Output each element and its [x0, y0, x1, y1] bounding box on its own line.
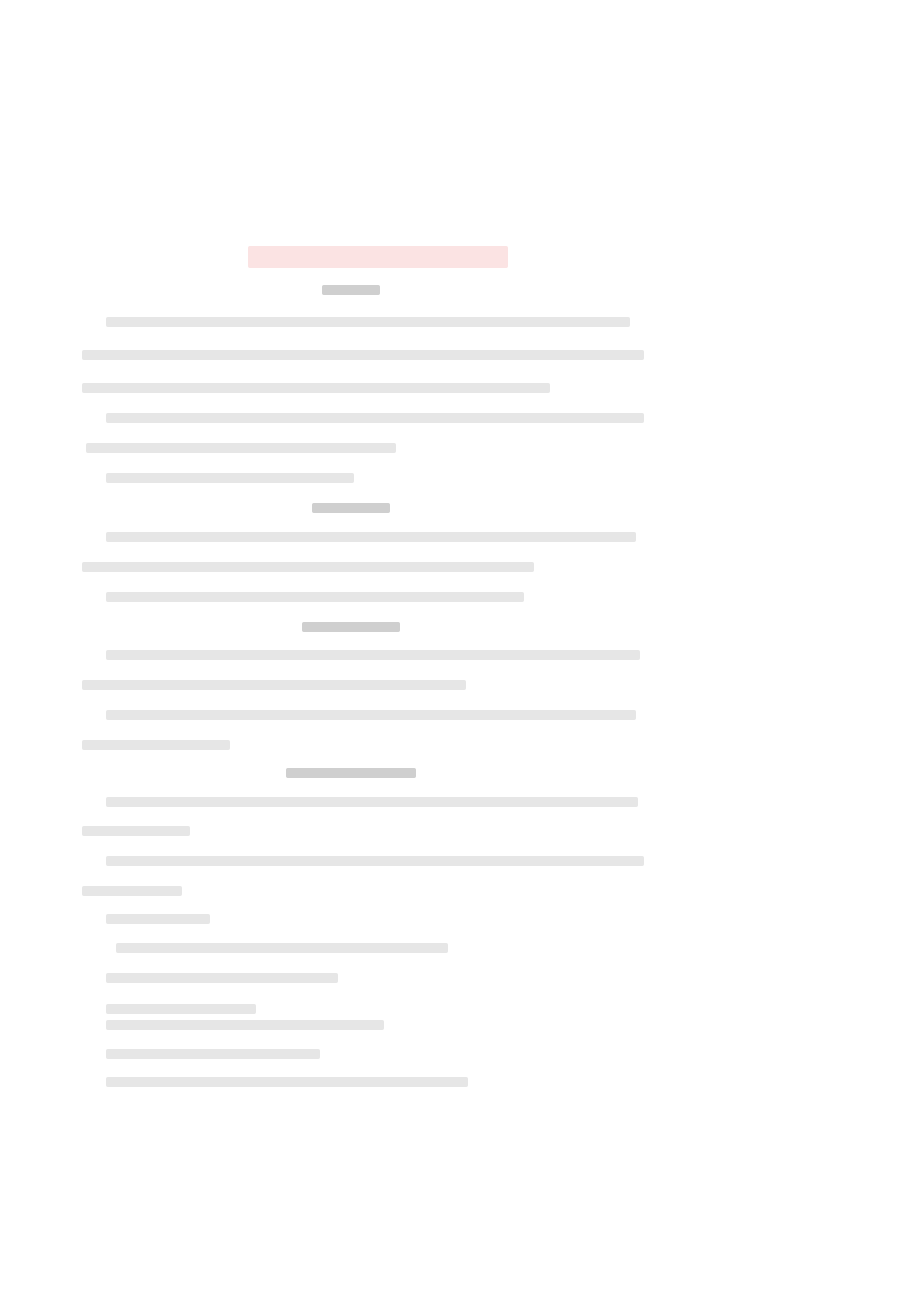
chapter-heading	[312, 503, 390, 513]
text-line	[82, 383, 550, 393]
text-line	[82, 740, 230, 750]
text-line	[106, 592, 524, 602]
text-line	[82, 562, 534, 572]
text-line	[106, 473, 354, 483]
text-line	[106, 650, 640, 660]
text-line	[86, 443, 396, 453]
text-line	[82, 826, 190, 836]
text-line	[106, 1004, 256, 1014]
text-line	[82, 886, 182, 896]
text-line	[106, 413, 644, 423]
text-line	[106, 856, 644, 866]
text-line	[82, 350, 644, 360]
text-line	[106, 710, 636, 720]
chapter-heading	[302, 622, 400, 632]
text-line	[106, 973, 338, 983]
text-line	[106, 1020, 384, 1030]
text-line	[82, 680, 466, 690]
chapter-heading	[286, 768, 416, 778]
text-line	[106, 1077, 468, 1087]
text-line	[116, 943, 448, 953]
chapter-heading	[322, 285, 380, 295]
text-line	[106, 914, 210, 924]
text-line	[106, 1049, 320, 1059]
text-line	[106, 532, 636, 542]
text-line	[106, 317, 630, 327]
document-title	[248, 246, 508, 268]
text-line	[106, 797, 638, 807]
